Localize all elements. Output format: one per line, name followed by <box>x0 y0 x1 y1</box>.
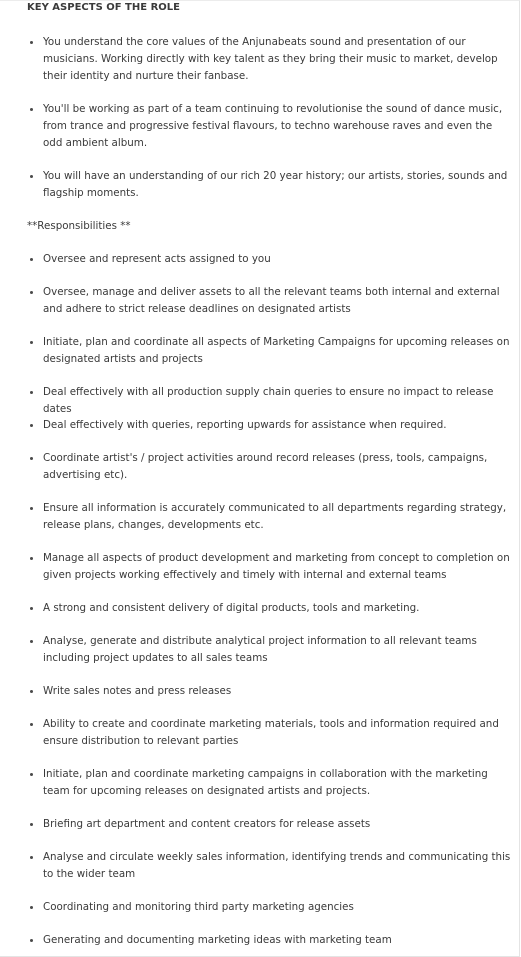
list-item: Initiate, plan and coordinate all aspects of Marketing Campaigns for upcoming releases on designated artists and projects <box>27 334 511 368</box>
list-item: Write sales notes and press releases <box>27 683 511 700</box>
list-item: Coordinate artist's / project activities around record releases (press, tools, campaigns, advertising etc). <box>27 450 511 484</box>
key-aspects-list <box>27 34 511 202</box>
section-heading: KEY ASPECTS OF THE ROLE <box>27 2 180 13</box>
list-item: A strong and consistent delivery of digital products, tools and marketing. <box>27 600 511 617</box>
list-item: Briefing art department and content creators for release assets <box>27 816 511 833</box>
list-item: Deal effectively with queries, reporting upwards for assistance when required. <box>27 417 511 434</box>
list-item: Initiate, plan and coordinate marketing campaigns in collaboration with the marketing team for upcoming releases on designated artists and projects. <box>27 766 511 800</box>
list-item: Ability to create and coordinate marketing materials, tools and information required and ensure distribution to relevant parties <box>27 716 511 750</box>
list-item: You understand the core values of the Anjunabeats sound and presentation of our musicians. Working directly with key talent as they bring their music to market, develop their identity and nurture their fanbase. <box>27 34 511 85</box>
list-item: You will have an understanding of our rich 20 year history; our artists, stories, sounds and flagship moments. <box>27 168 511 202</box>
job-description <box>27 1 511 949</box>
list-item: Deal effectively with all production supply chain queries to ensure no impact to release dates <box>27 384 511 401</box>
list-item: Oversee and represent acts assigned to you <box>27 251 511 268</box>
list-item: Generating and documenting marketing ideas with marketing team <box>27 932 511 949</box>
responsibilities-list <box>27 251 511 949</box>
list-item: Manage all aspects of product development and marketing from concept to completion on given projects working effectively and timely with internal and external teams <box>27 550 511 584</box>
list-item: You'll be working as part of a team continuing to revolutionise the sound of dance music, from trance and progressive festival flavours, to techno warehouse raves and even the odd ambient album. <box>27 101 511 152</box>
list-item: Coordinating and monitoring third party marketing agencies <box>27 899 511 916</box>
list-item: Analyse, generate and distribute analytical project information to all relevant teams including project updates to all sales teams <box>27 633 511 667</box>
list-item: Analyse and circulate weekly sales information, identifying trends and communicating this to the wider team <box>27 849 511 883</box>
responsibilities-label: **Responsibilities ** <box>27 220 131 232</box>
list-item: Oversee, manage and deliver assets to all the relevant teams both internal and external and adhere to strict release deadlines on designated artists <box>27 284 511 318</box>
list-item: Ensure all information is accurately communicated to all departments regarding strategy, release plans, changes, developments etc. <box>27 500 511 534</box>
